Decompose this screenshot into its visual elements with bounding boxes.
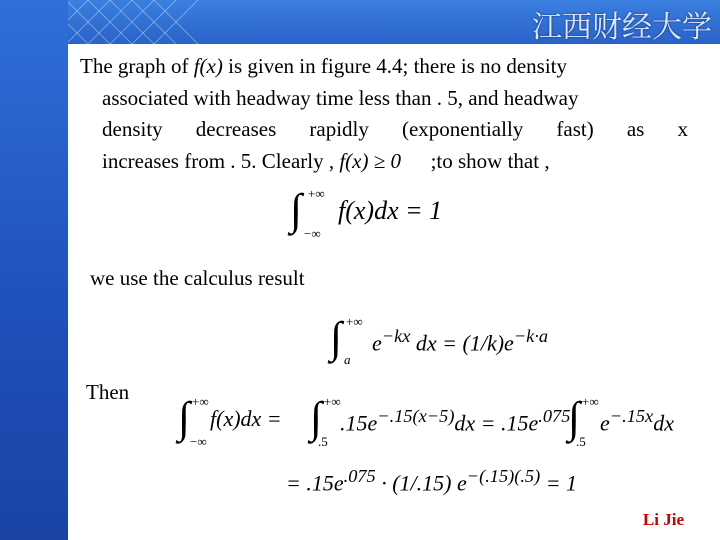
equation-evaluation xyxy=(178,393,698,452)
text-segment: increases from . 5. Clearly , xyxy=(102,148,335,173)
then-label: Then xyxy=(86,380,130,404)
paragraph-line-2: associated with headway time less than . 5, and headway xyxy=(102,85,579,110)
calculus-caption: we use the calculus result xyxy=(90,266,305,290)
paragraph-line-4 xyxy=(80,146,688,178)
paragraph-line-1 xyxy=(80,51,688,83)
integral-lower-limit: −∞ xyxy=(304,226,321,241)
word: fast) xyxy=(556,117,594,141)
word: (exponentially xyxy=(401,117,524,141)
integral-sign: ∫ xyxy=(568,393,581,442)
integral-upper-limit: +∞ xyxy=(324,394,341,409)
author-name: Li Jie xyxy=(642,510,684,529)
university-logo: 江西财经大学 xyxy=(532,10,712,45)
integrand: f(x)dx = 1 xyxy=(338,196,443,225)
integrand: $e^{-kx}$ dx = $(1/k)e^{-k\cdot a}$ xyxy=(372,326,549,356)
word: decreases xyxy=(195,117,277,141)
equation-integral-equals-one xyxy=(290,185,490,241)
word: x xyxy=(677,117,688,141)
text-segment: is given in figure 4.4; there is no density xyxy=(222,54,567,78)
integral-lower-limit: .5 xyxy=(576,434,586,449)
integral-upper-limit: +∞ xyxy=(346,314,363,329)
integrand-fx: f(x)dx = xyxy=(210,406,282,431)
integrand-exponential: $e^{-.15x}dx$ xyxy=(600,406,674,436)
word: rapidly xyxy=(309,117,369,141)
integral-sign: ∫ xyxy=(310,393,323,442)
integral-upper-limit: +∞ xyxy=(308,186,325,201)
text-segment: ;to show that , xyxy=(425,148,550,173)
text-segment: The graph of xyxy=(80,54,194,78)
integral-sign: ∫ xyxy=(330,313,343,362)
inequality-fx-nonneg: f(x) ≥ 0 xyxy=(339,148,402,173)
integral-lower-limit: a xyxy=(344,352,351,367)
equation-final-result: = $.15e^{.075} \cdot (1/.15) e^{-(.15)(.5)} = 1$ xyxy=(286,466,578,496)
integrand-density: $.15e^{-.15(x-5)}dx = .15e^{.075}$ xyxy=(340,406,571,436)
integral-upper-limit: +∞ xyxy=(192,394,209,409)
left-sidebar-bar xyxy=(0,0,68,540)
equation-calculus-result xyxy=(330,313,600,368)
integral-upper-limit: +∞ xyxy=(582,394,599,409)
integral-lower-limit: −∞ xyxy=(190,434,207,449)
paragraph-line-3 xyxy=(80,114,688,146)
body-paragraph xyxy=(80,51,688,177)
function-fx: f(x) xyxy=(193,54,223,78)
header-bar xyxy=(0,0,720,44)
integral-sign: ∫ xyxy=(178,393,191,442)
word: density xyxy=(102,117,163,141)
word: as xyxy=(626,117,645,141)
integral-sign: ∫ xyxy=(290,185,303,234)
integral-lower-limit: .5 xyxy=(318,434,328,449)
